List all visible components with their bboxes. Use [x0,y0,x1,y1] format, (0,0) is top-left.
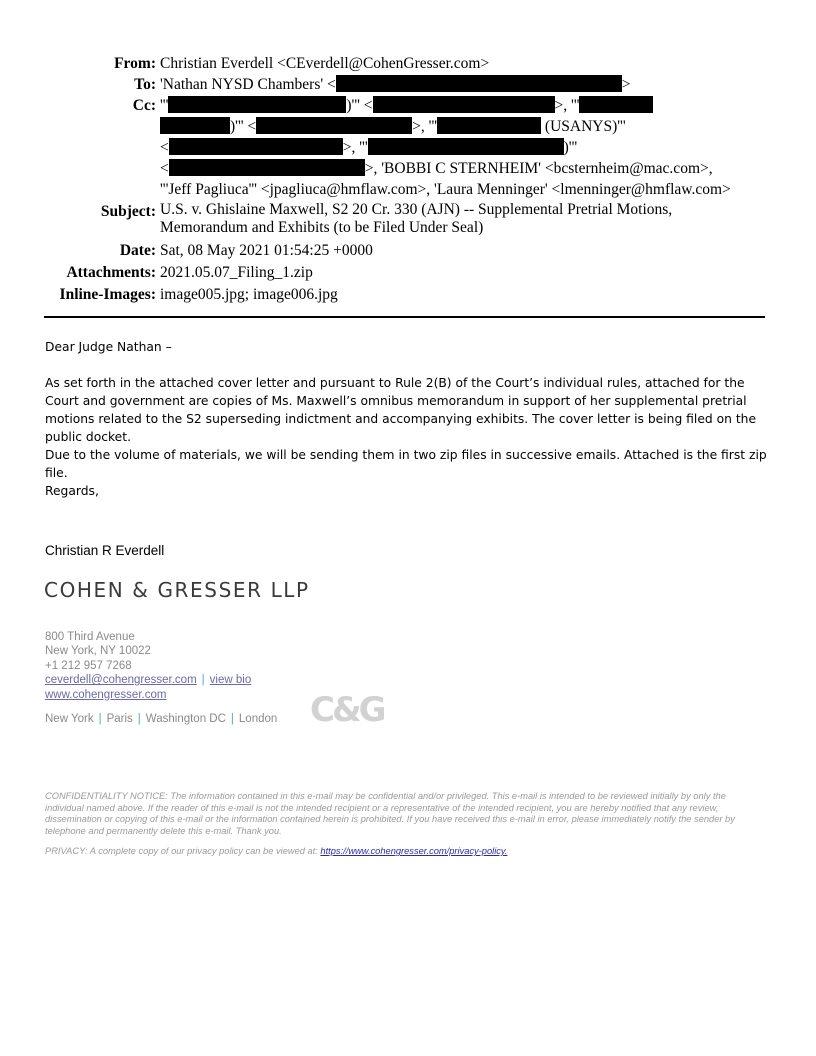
cc-line [160,95,770,116]
from-value: Christian Everdell <CEverdell@CohenGresser.com> [160,55,490,72]
to-value [160,74,770,95]
redaction-block [160,117,230,134]
redaction-block [579,96,653,113]
header-divider [44,316,765,318]
cc-line [160,116,770,137]
cc-text: < [160,160,169,177]
cc-text: < [160,139,169,156]
to-prefix: 'Nathan NYSD Chambers' < [160,76,336,93]
cc-line [160,158,770,179]
confidentiality-notice: CONFIDENTIALITY NOTICE: The information contained in this e-mail may be confidential and/or privileged. This e-mail is intended to be reviewed initially by only the individual named above. If the reader of this e-mail is not the intended recipient or a representative of the intended recipient, you are hereby notified that any review, dissemination or copying of this e-mail or the information contained herein is prohibited. If you have received this e-mail in error, please immediately notify the sender by telephone and permanently delete this e-mail. Thank you. [45,791,735,836]
cc-text: >, ''' [342,139,368,156]
office-list [45,713,277,725]
cc-text: (USANYS)''' [541,118,626,135]
body-paragraph-1: As set forth in the attached cover letter and pursuant to Rule 2(B) of the Court’s individual rules, attached for the Court and government are copies of Ms. Maxwell’s omnibus memorandum in support of her supplemental pretrial motions related to the S2 superseding indictment and accompanying exhibits. The cover letter is being filed on the public docket. [45,376,757,444]
privacy-policy-link[interactable]: https://www.cohengresser.com/privacy-policy. [320,846,508,856]
cc-text: >, ''' [554,97,580,114]
cc-text: ''' [160,97,169,114]
from-label: From: [114,55,156,72]
redaction-block [336,75,622,92]
body-paragraph-2: Due to the volume of materials, we will be sending them in two zip files in successive emails. Attached is the first zip file. [45,448,767,480]
separator: | [201,674,205,687]
email-link[interactable]: ceverdell@cohengresser.com [45,674,197,687]
cc-label: Cc: [132,97,156,114]
contact-links [45,673,251,687]
attachments-value[interactable]: 2021.05.07_Filing_1.zip [160,264,313,281]
to-label: To: [134,76,156,93]
office-new-york: New York [45,713,94,725]
cc-text: >, 'BOBBI C STERNHEIM' <bcsternheim@mac.com>, [364,160,713,177]
office-london: London [238,713,278,725]
redaction-block [256,117,412,134]
cc-text: )''' < [230,118,257,135]
website-link[interactable]: www.cohengresser.com [45,688,167,701]
separator: | [137,713,141,725]
inline-images-value[interactable]: image005.jpg; image006.jpg [160,286,338,303]
date-label: Date: [119,242,156,259]
website-row [45,688,251,702]
redaction-block [168,96,346,113]
date-value: Sat, 08 May 2021 01:54:25 +0000 [160,242,373,259]
date-row [0,240,816,261]
to-suffix: > [621,76,631,93]
inline-images-label: Inline-Images: [59,286,156,303]
cc-line [160,137,770,158]
cg-logo-mark: C&G [310,690,384,730]
cc-line: '''Jeff Pagliuca''' <jpagliuca@hmflaw.com>, 'Laura Menninger' <lmenninger@hmflaw.com> [160,181,731,198]
separator: | [230,713,234,725]
separator: | [98,713,102,725]
to-row [0,74,816,95]
privacy-notice [45,846,767,858]
office-paris: Paris [106,713,133,725]
redaction-block [169,159,365,176]
from-row [0,53,816,74]
office-washington: Washington DC [145,713,226,725]
signature-name: Christian R Everdell [45,543,165,558]
attachments-label: Attachments: [66,264,156,281]
attachments-row [0,262,816,283]
email-header [0,53,816,305]
phone-number: +1 212 957 7268 [45,659,132,672]
subject-value [160,201,770,237]
firm-logo: COHEN & GRESSER LLP [44,578,310,602]
redaction-block [373,96,555,113]
inline-images-row [0,284,816,305]
cc-text: >, ''' [412,118,438,135]
cc-row [0,95,816,200]
redaction-block [437,117,541,134]
redaction-block [368,138,564,155]
closing: Regards, [45,484,99,498]
signature-address [45,630,251,702]
view-bio-link[interactable]: view bio [209,674,252,687]
subject-row [0,201,816,237]
cc-text: )''' [563,139,578,156]
cc-value [160,95,770,200]
redaction-block [169,138,343,155]
address-line: 800 Third Avenue [45,631,135,643]
subject-line: Memorandum and Exhibits (to be Filed Under Seal) [160,219,484,236]
greeting: Dear Judge Nathan – [45,340,172,354]
privacy-text: PRIVACY: A complete copy of our privacy policy can be viewed at: [45,846,321,856]
subject-line: U.S. v. Ghislaine Maxwell, S2 20 Cr. 330 (AJN) -- Supplemental Pretrial Motions, [160,201,673,218]
subject-label: Subject: [100,203,156,220]
cc-text: )''' < [346,97,373,114]
address-line: New York, NY 10022 [45,645,151,658]
